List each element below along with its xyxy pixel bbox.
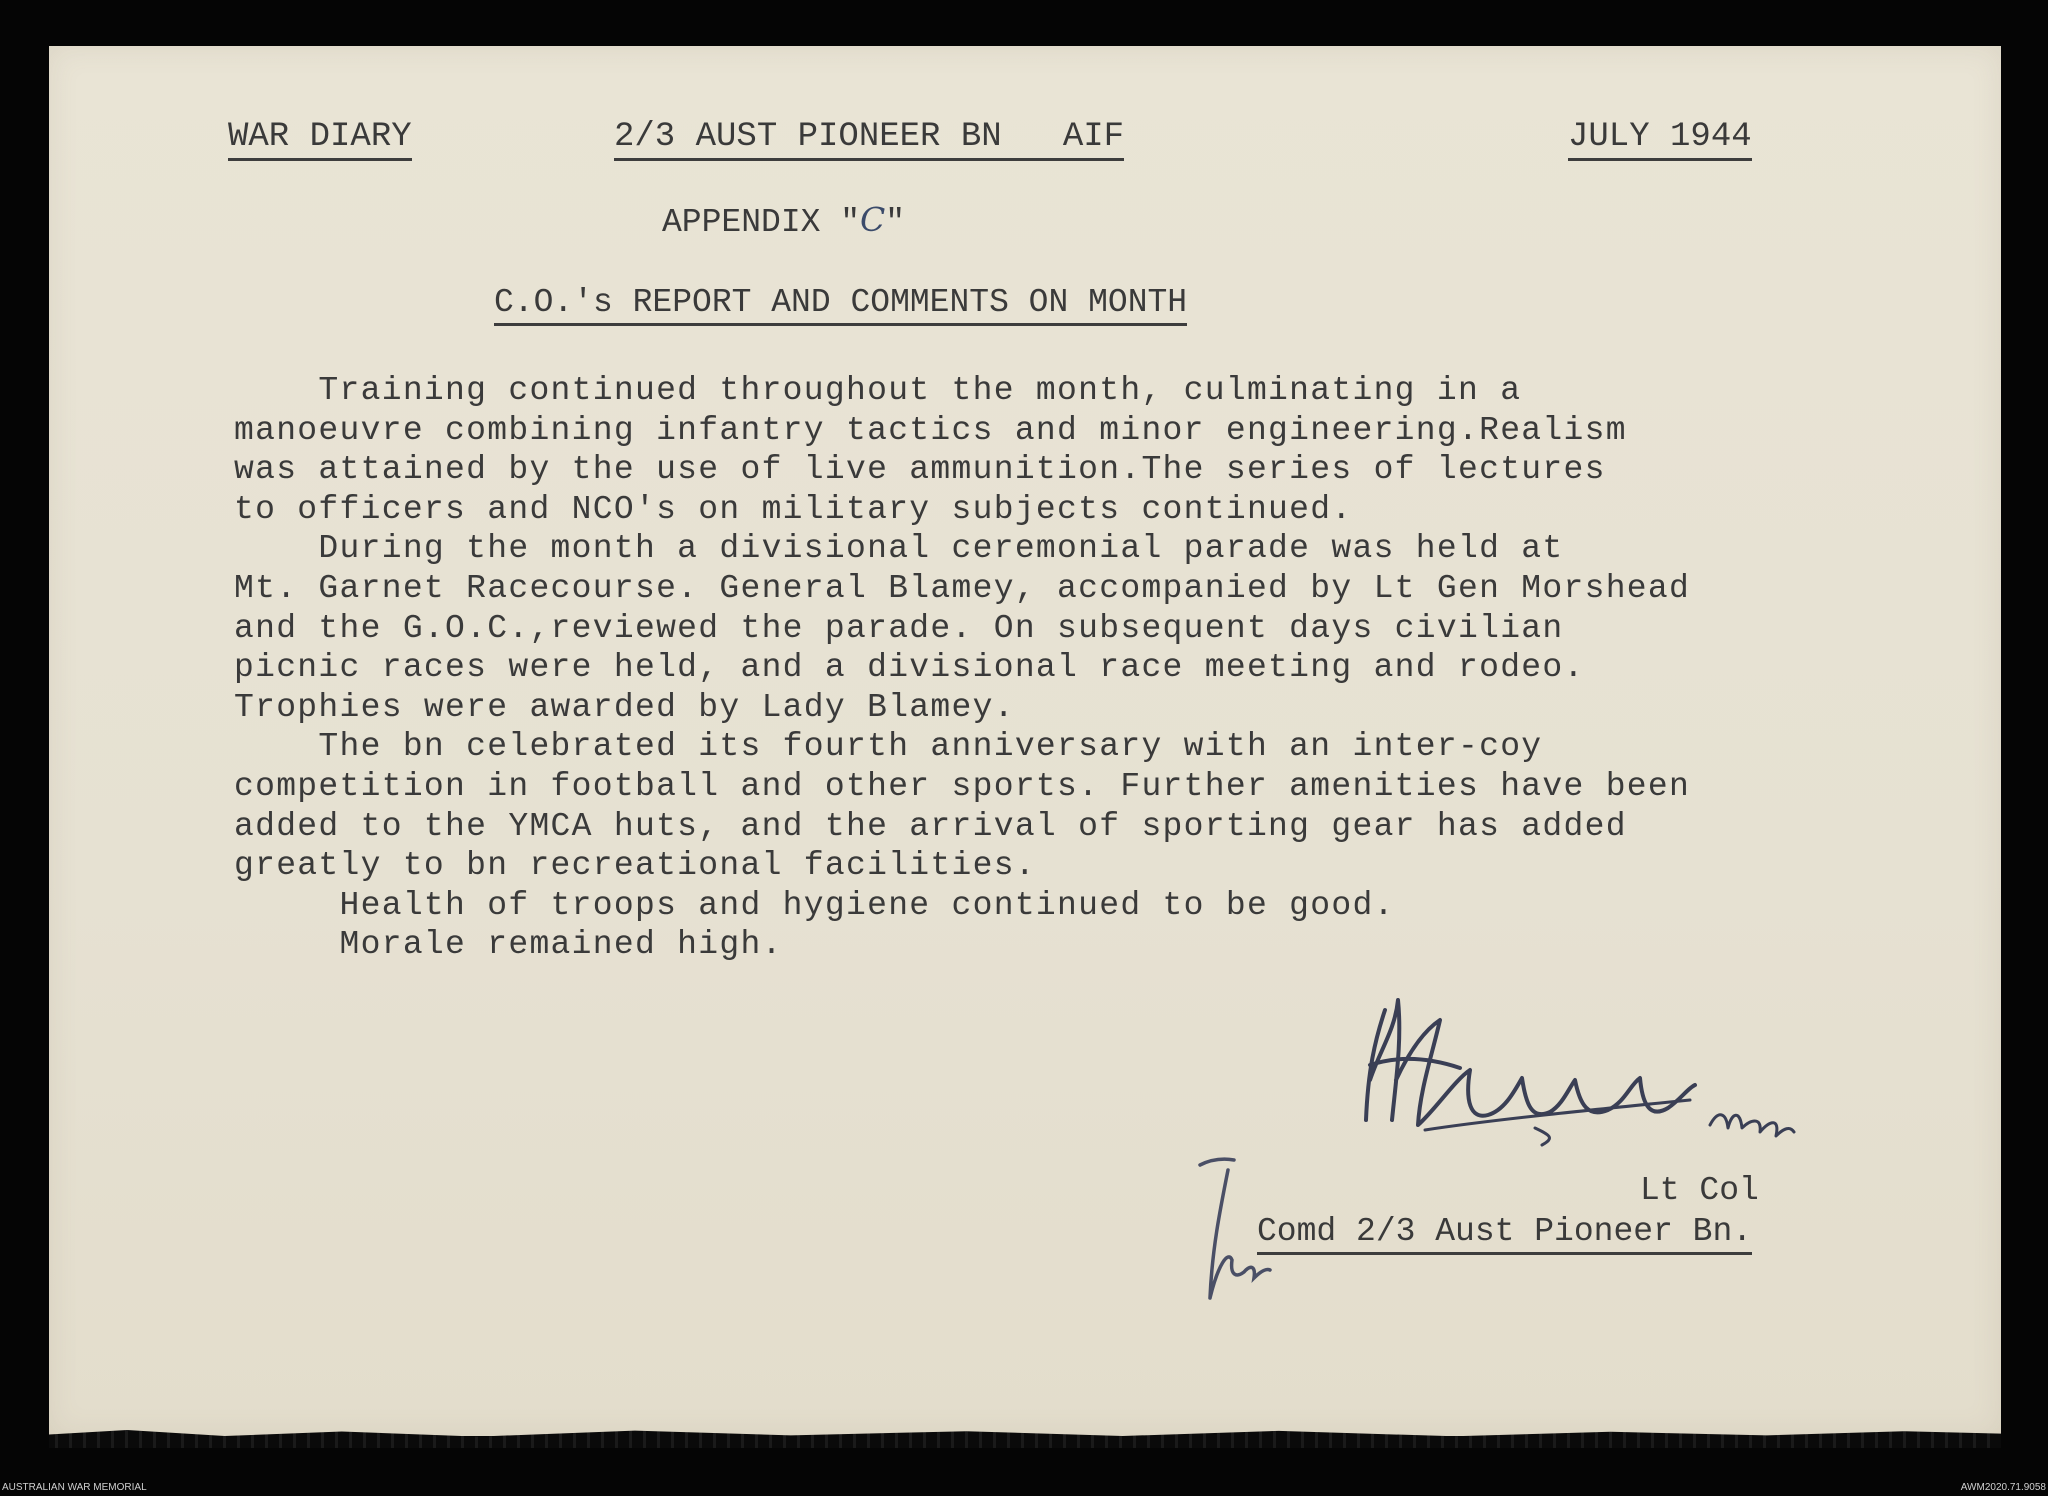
body-line: picnic races were held, and a divisional race meeting and rodeo. — [234, 649, 1585, 686]
header-date: JULY 1944 — [1568, 118, 1752, 161]
body-line: manoeuvre combining infantry tactics and minor engineering.Realism — [234, 412, 1627, 449]
body-line: The bn celebrated its fourth anniversary with an inter-coy — [234, 728, 1543, 765]
body-line: and the G.O.C.,reviewed the parade. On subsequent days civilian — [234, 610, 1564, 647]
appendix-letter-handwritten: C — [860, 200, 886, 239]
appendix-label: APPENDIX "C" — [662, 200, 906, 241]
header-unit: 2/3 AUST PIONEER BN AIF — [614, 118, 1124, 161]
header-war-diary: WAR DIARY — [228, 118, 412, 161]
body-line: Health of troops and hygiene continued to be good. — [234, 887, 1395, 924]
signature-image — [1170, 960, 1890, 1310]
body-line: competition in football and other sports. Further amenities have been — [234, 768, 1691, 805]
body-line: greatly to bn recreational facilities. — [234, 847, 1036, 884]
body-line: Trophies were awarded by Lady Blamey. — [234, 689, 1015, 726]
signature-rank: Lt Col — [1640, 1172, 1759, 1209]
body-line: to officers and NCO's on military subjects continued. — [234, 491, 1353, 528]
body-line: added to the YMCA huts, and the arrival of sporting gear has added — [234, 808, 1627, 845]
body-line: Training continued throughout the month, culminating in a — [234, 372, 1522, 409]
footer-id: AWM2020.71.9058 — [1960, 1482, 2046, 1493]
signature-title: Comd 2/3 Aust Pioneer Bn. — [1257, 1213, 1752, 1255]
body-line: Mt. Garnet Racecourse. General Blamey, accompanied by Lt Gen Morshead — [234, 570, 1691, 607]
body-line: During the month a divisional ceremonial parade was held at — [234, 530, 1564, 567]
footer-credit: AUSTRALIAN WAR MEMORIAL — [2, 1482, 147, 1493]
report-title: C.O.'s REPORT AND COMMENTS ON MONTH — [494, 284, 1187, 326]
body-line: was attained by the use of live ammunition.The series of lectures — [234, 451, 1606, 488]
body-line: Morale remained high. — [234, 926, 783, 963]
